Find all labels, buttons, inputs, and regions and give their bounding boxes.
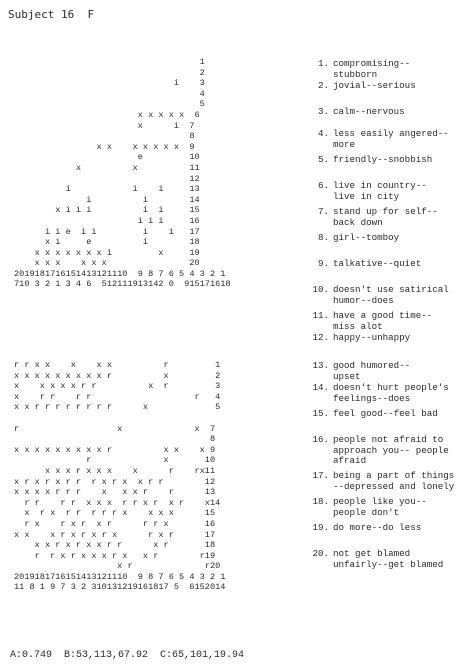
grid-row: x x x x x x x x x r x 2 (14, 370, 221, 381)
legend-text: live in country-- live in city (333, 180, 427, 202)
grid-row: 2019181716151413121110 9 8 7 6 5 4 3 2 1 (14, 268, 226, 279)
grid-row: x x x r x r x r x r x r 17 (14, 529, 216, 540)
subject-title: Subject 16 F (8, 8, 95, 21)
legend-number: 6. (317, 180, 329, 191)
grid-row: i i e i i i i 17 (14, 226, 200, 237)
legend-text: jovial--serious (333, 80, 416, 91)
legend-text: less easily angered-- more (333, 128, 449, 150)
grid-row: x x x x x x x i x 19 (14, 247, 200, 258)
legend-text: not get blamed unfairly--get blamed (333, 548, 444, 570)
grid-row: i 3 (14, 78, 205, 89)
legend-text: friendly--snobbish (333, 154, 433, 165)
legend-number: 1. (317, 58, 329, 69)
legend-text: happy--unhappy (333, 332, 411, 343)
legend-number: 16. (312, 434, 329, 445)
legend-number: 8. (317, 232, 329, 243)
legend-text: stand up for self-- back down (333, 206, 438, 228)
grid-row: x i e i 18 (14, 237, 200, 248)
grid-row: r x r x r x r r r x 16 (14, 518, 216, 529)
legend-number: 9. (317, 258, 329, 269)
legend-text: people like you-- people don't (333, 496, 427, 518)
grid-row: 2 (14, 67, 205, 78)
grid-row: r r x r x x x r x x r r19 (14, 550, 216, 561)
grid-row: 1 (14, 57, 205, 67)
legend-number: 7. (317, 206, 329, 217)
legend-number: 12. (312, 332, 329, 343)
grid-row: i i i 16 (14, 215, 200, 226)
legend-number: 10. (312, 284, 329, 295)
legend-text: being a part of things --depressed and lonely (333, 470, 455, 492)
legend-text: good humored-- upset (333, 360, 411, 382)
legend-text: compromising-- stubborn (333, 58, 411, 80)
legend-number: 18. (312, 496, 329, 507)
grid-row: x x x x x 6 (14, 109, 200, 120)
legend-number: 15. (312, 408, 329, 419)
grid-row: r x x 7 (14, 423, 216, 434)
grid-row: 12 (14, 173, 200, 184)
legend-number: 17. (312, 470, 329, 481)
grid-row: x x r r r r r r r r x 5 (14, 402, 221, 413)
statistics-line: A:0.749 B:53,113,67.92 C:65,101,19.94 (10, 650, 245, 661)
grid-row: r x 10 (14, 455, 216, 466)
legend-text: girl--tomboy (333, 232, 400, 243)
grid-row: x x x x x r r x r 3 (14, 381, 221, 392)
grid-row: x i i i i i 15 (14, 205, 200, 216)
legend-text: doesn't use satirical humor--does (333, 284, 449, 306)
grid-row: r r x x x x x r 1 (14, 360, 221, 370)
legend-number: 3. (317, 106, 329, 117)
legend-number: 4. (317, 128, 329, 139)
grid-row: x r x r x r r r x r x x r r 12 (14, 476, 216, 487)
legend-text: calm--nervous (333, 106, 405, 117)
grid-row: 5 (14, 99, 205, 110)
grid-row: x x 11 (14, 162, 200, 173)
legend-number: 2. (317, 80, 329, 91)
legend-text: have a good time-- miss alot (333, 310, 433, 332)
grid-row: 8 (14, 434, 216, 445)
grid-row: x i 7 (14, 120, 195, 131)
grid-row: 2019181716151413121110 9 8 7 6 5 4 3 2 1 (14, 571, 226, 582)
legend-text: feel good--feel bad (333, 408, 438, 419)
grid-row: 4 (14, 88, 205, 99)
response-grid-bottom (14, 360, 225, 593)
legend-text: talkative--quiet (333, 258, 422, 269)
legend-number: 20. (312, 548, 329, 559)
grid-row: x x x r x x x x r rx11 (14, 465, 216, 476)
grid-row: x r x r r r r r x x x x 15 (14, 508, 216, 519)
legend-text: do more--do less (333, 522, 422, 533)
response-grid-top (14, 57, 231, 290)
legend-number: 14. (312, 382, 329, 393)
legend-text: doesn't hurt people's feelings--does (333, 382, 449, 404)
legend-number: 5. (317, 154, 329, 165)
grid-row: x x x x x x x 9 (14, 141, 195, 152)
legend-number: 19. (312, 522, 329, 533)
grid-row: x x x x x x 20 (14, 258, 200, 269)
grid-row: i i 14 (14, 194, 200, 205)
grid-row: r r r r x x x r r x r x r x14 (14, 497, 221, 508)
grid-row: x r r r r r 4 (14, 391, 221, 402)
grid-row: x x r x r x x r r x r 18 (14, 540, 216, 551)
grid-row: x x x x r r r x x x r r 13 (14, 487, 216, 498)
grid-row: x r r20 (14, 561, 221, 572)
grid-row: e 10 (14, 152, 200, 163)
grid-row: i i i 13 (14, 184, 200, 195)
grid-row: 11 8 1 9 7 3 2 310131219161817 5 6152014 (14, 582, 226, 593)
legend-text: people not afraid to approach you-- people afraid (333, 434, 449, 467)
grid-row: 8 (14, 131, 195, 142)
legend-number: 13. (312, 360, 329, 371)
grid-row: 710 3 2 1 3 4 6 512111913142 0 915171618 (14, 279, 231, 290)
legend-number: 11. (312, 310, 329, 321)
grid-row: x x x x x x x x x r x x x 9 (14, 444, 216, 455)
